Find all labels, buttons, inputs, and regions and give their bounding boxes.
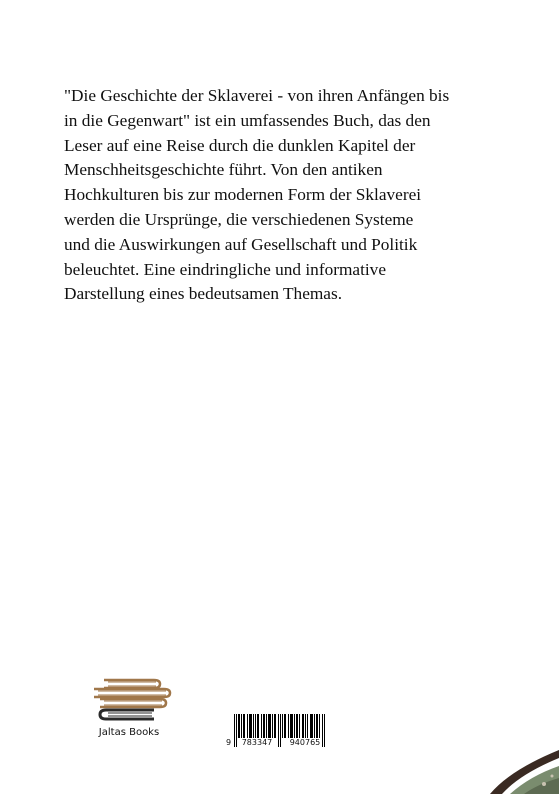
blurb-line: Darstellung eines bedeutsamen Themas.: [64, 284, 343, 304]
publisher-name: Jaltas Books: [98, 727, 160, 738]
blurb-line: in die Gegenwart" ist ein umfassendes Buch, das den: [64, 110, 431, 130]
blurb-line: und die Auswirkungen auf Gesellschaft und Politik: [64, 234, 418, 254]
blurb-line: "Die Geschichte der Sklaverei - von ihren Anfängen bis: [64, 86, 450, 105]
barcode-digits-right: 940765: [289, 738, 321, 747]
cover-blurb: [64, 84, 484, 307]
stacked-books-icon: [84, 666, 174, 724]
corner-illustration: [490, 740, 559, 794]
blurb-line: beleuchtet. Eine eindringliche und informative: [64, 259, 386, 279]
barcode-first-digit: 9: [226, 738, 232, 747]
blurb-line: Menschheitsgeschichte führt. Von den antiken: [64, 160, 383, 180]
blurb-line: Leser auf eine Reise durch die dunklen Kapitel der: [64, 135, 416, 155]
blurb-line: werden die Ursprünge, die verschiedenen Systeme: [64, 209, 414, 229]
barcode-digits-left: 783347: [241, 738, 273, 747]
blurb-line: Hochkulturen bis zur modernen Form der Sklaverei: [64, 185, 422, 205]
isbn-barcode: [224, 714, 334, 754]
